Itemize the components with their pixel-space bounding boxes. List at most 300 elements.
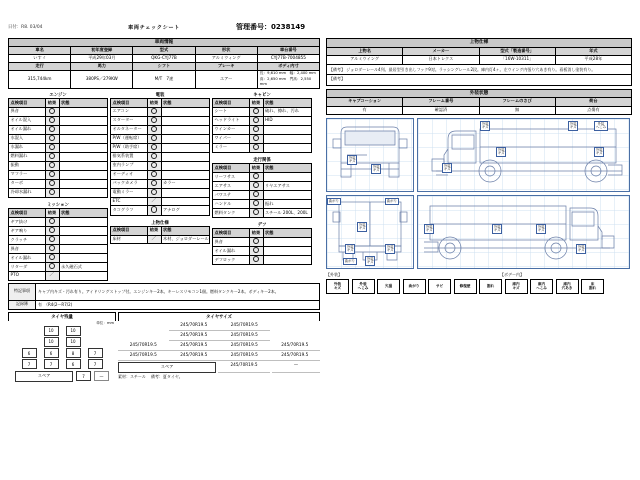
tire-tread-value[interactable]: 10 bbox=[66, 326, 81, 336]
tire-tread-value[interactable]: 10 bbox=[66, 337, 81, 347]
tire-tread-panel bbox=[8, 312, 116, 382]
result-circle-icon bbox=[253, 191, 259, 197]
th-check-result: 結果 bbox=[147, 99, 161, 108]
tire-size-value: 245/70R19.5 bbox=[219, 321, 270, 331]
body-dim-width-unit: mm bbox=[308, 71, 316, 75]
td-frame-no: 確認済 bbox=[403, 106, 479, 115]
vehicle-info-header-row-1 bbox=[9, 47, 320, 55]
check-header-row bbox=[213, 164, 312, 173]
th-frame-no: フレーム番号 bbox=[403, 98, 479, 107]
tire-size-value bbox=[118, 330, 169, 340]
tire-size-value bbox=[270, 330, 321, 340]
check-table bbox=[110, 98, 210, 215]
td-body-dims bbox=[257, 71, 319, 89]
result-circle-icon bbox=[151, 117, 157, 123]
tire-remark: 備考：夏タイヤ。 bbox=[150, 374, 183, 380]
tire-size-row bbox=[118, 321, 320, 331]
check-item-label: ミラー bbox=[213, 143, 250, 152]
check-row[interactable] bbox=[111, 152, 210, 161]
check-state-cell: アナログ bbox=[161, 206, 210, 215]
cargo-spec-table bbox=[326, 38, 632, 86]
damage-tag: 外装 キズ bbox=[357, 222, 367, 232]
check-state-cell: 永久磁石式 bbox=[59, 263, 108, 272]
tire-tread-value[interactable]: 8 bbox=[66, 348, 81, 358]
diagram-rear-view[interactable] bbox=[326, 195, 414, 269]
check-result-cell[interactable] bbox=[147, 235, 161, 244]
check-state-cell bbox=[161, 143, 210, 152]
result-circle-icon bbox=[151, 153, 157, 159]
body-dim-width: 幅：2,400 bbox=[289, 71, 308, 75]
damage-tag: 外装 キズ bbox=[442, 163, 452, 173]
document-date: 日付：R8. 03/04 bbox=[8, 25, 43, 30]
legend-box: 外装 キズ bbox=[326, 279, 349, 294]
check-result-cell[interactable] bbox=[147, 170, 161, 179]
check-row[interactable] bbox=[111, 134, 210, 143]
check-result-cell[interactable] bbox=[147, 197, 161, 206]
tire-size-value: 245/70R19.5 bbox=[118, 340, 169, 350]
check-result-cell[interactable] bbox=[249, 256, 263, 265]
check-result-cell[interactable] bbox=[147, 161, 161, 170]
check-result-cell[interactable] bbox=[147, 206, 161, 215]
check-result-cell[interactable] bbox=[249, 199, 263, 208]
check-result-cell[interactable] bbox=[249, 247, 263, 256]
th-check-item: 点検項目 bbox=[213, 164, 250, 173]
tire-spare-value: 7 bbox=[76, 371, 91, 381]
check-result-cell[interactable] bbox=[45, 263, 59, 272]
check-item-label: リターダ bbox=[9, 263, 46, 272]
check-result-cell[interactable] bbox=[45, 125, 59, 134]
tire-tread-row bbox=[22, 348, 103, 358]
th-check-result: 結果 bbox=[147, 227, 161, 236]
check-row[interactable] bbox=[9, 217, 108, 226]
check-row[interactable] bbox=[111, 197, 210, 206]
check-row[interactable] bbox=[111, 206, 210, 215]
check-result-cell[interactable] bbox=[249, 125, 263, 134]
damage-tag: 外装 キズ bbox=[496, 147, 506, 157]
diagram-side-left-view[interactable] bbox=[417, 118, 630, 192]
check-row[interactable] bbox=[9, 161, 108, 170]
tire-size-spare-row bbox=[118, 362, 320, 373]
tire-size-value: 245/70R19.5 bbox=[219, 350, 270, 360]
check-state-cell bbox=[161, 107, 210, 116]
check-result-cell[interactable] bbox=[45, 134, 59, 143]
check-state-cell bbox=[59, 227, 108, 236]
damage-tag: 外装 キズ bbox=[576, 244, 586, 254]
result-circle-icon bbox=[151, 189, 157, 195]
check-result-cell[interactable] bbox=[249, 143, 263, 152]
result-circle-icon bbox=[253, 144, 259, 150]
tire-tread-value[interactable]: 6 bbox=[44, 348, 59, 358]
body-dim-gate-height: 門高：2,550 bbox=[289, 76, 312, 81]
check-row[interactable] bbox=[9, 134, 108, 143]
legend-box: 庫内 へこみ bbox=[530, 279, 553, 294]
check-row[interactable] bbox=[9, 245, 108, 254]
check-result-cell[interactable] bbox=[249, 190, 263, 199]
td-car-name: いすゞ bbox=[9, 55, 71, 63]
check-row[interactable] bbox=[9, 227, 108, 236]
check-item-label: ギア鳴り bbox=[9, 227, 46, 236]
check-row[interactable] bbox=[9, 179, 108, 188]
check-item-label: オルタネーター bbox=[111, 125, 148, 134]
check-row[interactable] bbox=[111, 235, 210, 244]
damage-tag: 外装 キズ bbox=[536, 224, 546, 234]
check-result-cell[interactable] bbox=[249, 134, 263, 143]
check-header-row bbox=[111, 99, 210, 108]
check-item-label: 水混入 bbox=[9, 134, 46, 143]
result-circle-icon bbox=[151, 135, 157, 141]
th-body-dims: ボディ内寸 bbox=[257, 63, 319, 71]
check-row[interactable] bbox=[213, 181, 312, 190]
tire-size-row bbox=[118, 330, 320, 340]
tire-size-table bbox=[118, 321, 320, 361]
check-state-cell bbox=[59, 179, 108, 188]
check-row[interactable] bbox=[9, 107, 108, 116]
result-circle-icon bbox=[151, 108, 157, 114]
damage-tag: 外装 キズ bbox=[594, 147, 604, 157]
th-cargo-maker: メーカー bbox=[403, 47, 479, 56]
tire-spare-extra: — bbox=[94, 371, 109, 381]
check-section-title: 電装 bbox=[155, 92, 165, 98]
check-item-label: バックカメラ bbox=[111, 179, 148, 188]
check-state-cell bbox=[59, 161, 108, 170]
check-row[interactable] bbox=[213, 247, 312, 256]
result-circle-icon bbox=[49, 180, 55, 186]
check-state-cell bbox=[161, 161, 210, 170]
check-row[interactable] bbox=[213, 208, 312, 217]
damage-tag: 外装 キズ bbox=[385, 244, 395, 254]
check-row[interactable] bbox=[213, 134, 312, 143]
damage-tag: 曲がり bbox=[385, 198, 399, 205]
check-item-label: P/W（運転席） bbox=[111, 134, 148, 143]
result-circle-icon bbox=[253, 200, 259, 206]
td-mileage: 315,744km bbox=[9, 71, 71, 89]
exterior-section-title: 外装状態 bbox=[327, 89, 632, 98]
check-item-label: ワイパー bbox=[213, 134, 250, 143]
left-column bbox=[8, 38, 320, 382]
result-circle-icon bbox=[253, 209, 259, 215]
th-shape: 形状 bbox=[195, 47, 257, 55]
tire-tread-row bbox=[22, 337, 103, 347]
check-result-cell[interactable] bbox=[249, 238, 263, 247]
result-slash-icon: ／ bbox=[49, 272, 55, 278]
check-state-cell bbox=[59, 254, 108, 263]
tire-tread-value[interactable]: 7 bbox=[88, 359, 103, 369]
check-result-cell[interactable] bbox=[249, 107, 263, 116]
th-check-item: 点検項目 bbox=[9, 209, 46, 218]
tire-size-value: 245/70R19.5 bbox=[118, 350, 169, 360]
check-row[interactable] bbox=[111, 143, 210, 152]
diagram-row-bottom bbox=[326, 195, 632, 269]
right-column bbox=[326, 38, 632, 294]
th-check-state: 状態 bbox=[263, 99, 312, 108]
check-row[interactable] bbox=[111, 125, 210, 134]
check-table bbox=[110, 226, 210, 244]
check-table bbox=[212, 228, 312, 265]
legend-captions bbox=[326, 272, 632, 278]
damage-tag: 外装 キズ bbox=[345, 244, 355, 254]
damage-tag: 外装 キズ bbox=[424, 224, 434, 234]
check-item-label: クラッチ bbox=[9, 236, 46, 245]
check-result-cell[interactable] bbox=[249, 172, 263, 181]
result-circle-icon bbox=[49, 171, 55, 177]
legend-box: 欠損 bbox=[377, 279, 400, 294]
check-row[interactable] bbox=[111, 170, 210, 179]
diagram-front-view[interactable] bbox=[326, 118, 414, 192]
check-row[interactable] bbox=[9, 254, 108, 263]
tire-tread-value[interactable]: 7 bbox=[44, 359, 59, 369]
legend-caption-exterior: 【外装】 bbox=[326, 272, 342, 277]
check-result-cell[interactable] bbox=[45, 170, 59, 179]
check-result-cell[interactable] bbox=[45, 188, 59, 197]
result-circle-icon bbox=[49, 162, 55, 168]
check-state-cell bbox=[59, 134, 108, 143]
check-row[interactable] bbox=[213, 125, 312, 134]
check-result-cell[interactable] bbox=[147, 134, 161, 143]
cargo-remark-text: ジョロダーレール4列。最居型引き出しフック9対。ラッシングレール2段。庫内灯4ヶ。左ウイング内張り穴あき有り。看板消し塗装有り。 bbox=[346, 66, 596, 72]
check-row[interactable] bbox=[9, 152, 108, 161]
check-state-cell bbox=[161, 188, 210, 197]
th-cab-caution: キャブコーション bbox=[327, 98, 403, 107]
document-header bbox=[8, 24, 632, 36]
exterior-condition-table bbox=[326, 89, 632, 116]
check-result-cell[interactable] bbox=[147, 143, 161, 152]
check-row[interactable] bbox=[213, 172, 312, 181]
check-state-cell bbox=[59, 217, 108, 226]
check-column-2 bbox=[110, 92, 210, 281]
tire-size-value bbox=[118, 321, 169, 331]
check-result-cell[interactable] bbox=[45, 179, 59, 188]
tire-size-panel bbox=[118, 312, 320, 382]
check-item-label: ハンドル bbox=[213, 199, 250, 208]
vehicle-info-section-title: 車両情報 bbox=[9, 39, 320, 47]
check-row[interactable] bbox=[9, 272, 108, 281]
diagram-side-right-view[interactable] bbox=[417, 195, 630, 269]
check-header-row bbox=[213, 229, 312, 238]
check-section-title: ミッション bbox=[47, 202, 69, 208]
damage-diagrams bbox=[326, 118, 632, 269]
check-result-cell[interactable] bbox=[147, 152, 161, 161]
check-row[interactable] bbox=[9, 125, 108, 134]
check-state-cell bbox=[263, 247, 312, 256]
th-chassis-no: 車台番号 bbox=[257, 47, 319, 55]
td-cab-caution: 有 bbox=[327, 106, 403, 115]
vehicle-info-table bbox=[8, 38, 320, 89]
tire-tread-row bbox=[22, 359, 103, 369]
check-row[interactable] bbox=[111, 116, 210, 125]
result-circle-icon bbox=[49, 117, 55, 123]
th-first-reg: 初年度登録 bbox=[71, 47, 133, 55]
tire-unit-label: 単位：mm bbox=[96, 320, 114, 325]
tire-size-spare-label: スペア bbox=[118, 362, 216, 373]
cargo-remark2 bbox=[327, 75, 632, 86]
th-check-result: 結果 bbox=[45, 209, 59, 218]
td-shift: M/T 7速 bbox=[133, 71, 195, 89]
th-check-item: 点検項目 bbox=[213, 229, 250, 238]
check-section-title: 走行関係 bbox=[253, 157, 271, 163]
check-result-cell[interactable] bbox=[45, 254, 59, 263]
th-cargo-model: 型式「製造番号」 bbox=[479, 47, 555, 56]
vehicle-info-value-row-2 bbox=[9, 71, 320, 89]
tire-size-value: 245/70R19.5 bbox=[169, 330, 220, 340]
cargo-remark-label: 【備考】 bbox=[329, 66, 345, 72]
tire-tread-value[interactable]: 7 bbox=[22, 359, 37, 369]
check-result-cell[interactable] bbox=[45, 152, 59, 161]
th-check-state: 状態 bbox=[263, 229, 312, 238]
tire-section bbox=[8, 312, 320, 382]
check-result-cell[interactable] bbox=[45, 107, 59, 116]
check-result-cell[interactable] bbox=[147, 107, 161, 116]
record-book-label: 記録簿 bbox=[9, 300, 36, 309]
tire-tread-title: タイヤ残量 bbox=[8, 312, 116, 321]
check-result-cell[interactable] bbox=[147, 179, 161, 188]
check-state-cell bbox=[263, 172, 312, 181]
check-row[interactable] bbox=[213, 116, 312, 125]
tire-size-value: 245/70R19.5 bbox=[270, 340, 321, 350]
check-item-label: 水漏れ bbox=[9, 143, 46, 152]
legend-box: 外装 へこみ bbox=[352, 279, 375, 294]
check-section-title: デフ bbox=[257, 222, 267, 228]
check-row[interactable] bbox=[9, 116, 108, 125]
check-row[interactable] bbox=[213, 238, 312, 247]
check-state-cell bbox=[263, 238, 312, 247]
result-circle-icon bbox=[49, 135, 55, 141]
th-check-result: 結果 bbox=[45, 99, 59, 108]
control-number: 管理番号：0238149 bbox=[236, 23, 306, 31]
check-table bbox=[8, 98, 108, 198]
check-item-label: オーディオ bbox=[111, 170, 148, 179]
check-item-label: 電動ミラー bbox=[111, 188, 148, 197]
check-result-cell[interactable] bbox=[45, 217, 59, 226]
check-row[interactable] bbox=[9, 188, 108, 197]
check-row[interactable] bbox=[9, 170, 108, 179]
tire-tread-row bbox=[22, 326, 103, 336]
check-row[interactable] bbox=[213, 143, 312, 152]
check-state-cell bbox=[161, 134, 210, 143]
th-shift: シフト bbox=[133, 63, 195, 71]
check-result-cell[interactable] bbox=[249, 208, 263, 217]
check-row[interactable] bbox=[213, 199, 312, 208]
th-check-result: 結果 bbox=[249, 164, 263, 173]
damage-tag: 外装 キズ bbox=[371, 164, 381, 174]
tire-tread-value[interactable]: 10 bbox=[44, 326, 59, 336]
result-circle-icon bbox=[49, 245, 55, 251]
damage-tag: 外装 キズ bbox=[492, 224, 502, 234]
result-circle-icon bbox=[253, 117, 259, 123]
tire-tread-value[interactable]: 10 bbox=[44, 337, 59, 347]
check-row[interactable] bbox=[111, 107, 210, 116]
check-item-label: 振動 bbox=[9, 161, 46, 170]
check-state-cell bbox=[59, 143, 108, 152]
tire-tread-value[interactable]: 7 bbox=[88, 348, 103, 358]
body-dim-gate-unit: mm bbox=[259, 82, 267, 87]
th-check-state: 状態 bbox=[161, 227, 210, 236]
check-item-label: 排気系装置 bbox=[111, 152, 148, 161]
check-header-row bbox=[213, 99, 312, 108]
th-check-state: 状態 bbox=[59, 99, 108, 108]
check-result-cell[interactable] bbox=[147, 116, 161, 125]
th-brake: ブレーキ bbox=[195, 63, 257, 71]
check-state-cell bbox=[263, 125, 312, 134]
result-circle-icon bbox=[253, 256, 259, 262]
result-circle-icon bbox=[151, 126, 157, 132]
check-row[interactable] bbox=[111, 188, 210, 197]
tire-size-title: タイヤサイズ bbox=[118, 312, 320, 321]
check-result-cell[interactable] bbox=[45, 143, 59, 152]
check-result-cell[interactable] bbox=[45, 227, 59, 236]
check-result-cell[interactable] bbox=[249, 116, 263, 125]
check-state-cell bbox=[59, 245, 108, 254]
th-cargo-bed: 荷台 bbox=[555, 98, 631, 107]
legend-caption-body: 【ボデー内】 bbox=[500, 272, 524, 277]
check-row[interactable] bbox=[111, 179, 210, 188]
result-slash-icon: ／ bbox=[151, 235, 157, 242]
result-circle-icon bbox=[253, 238, 259, 244]
th-car-name: 車名 bbox=[9, 47, 71, 55]
check-item-label: オイル漏れ bbox=[9, 254, 46, 263]
check-row[interactable] bbox=[213, 256, 312, 265]
check-item-label: タコグラフ bbox=[111, 206, 148, 215]
check-result-cell[interactable] bbox=[147, 188, 161, 197]
td-shape: アルミウィング bbox=[195, 55, 257, 63]
body-dim-height: 高：2,650 bbox=[259, 76, 278, 81]
tire-material: 素材：スチール bbox=[118, 374, 146, 380]
td-cargo-bed: 点傷有 bbox=[555, 106, 631, 115]
special-notes-value: キャブ内キズ・汚れ有り。アイドリングストップ付。エンジンキー2本。キーレスリモコン1個。燃料タンクキー2本。ボディキー2本。 bbox=[36, 283, 320, 300]
tire-spare-label: スペア bbox=[15, 371, 73, 382]
check-result-cell[interactable] bbox=[147, 125, 161, 134]
result-circle-icon bbox=[49, 153, 55, 159]
check-result-cell[interactable] bbox=[249, 181, 263, 190]
legend-box: 修復歴 bbox=[454, 279, 477, 294]
check-state-cell bbox=[161, 170, 210, 179]
td-power: 380PS／279KW bbox=[71, 71, 133, 89]
damage-tag: 外装 キズ bbox=[347, 155, 357, 165]
check-result-cell[interactable] bbox=[45, 272, 59, 281]
check-row[interactable] bbox=[213, 107, 312, 116]
th-check-item: 点検項目 bbox=[213, 99, 250, 108]
tire-size-value: 245/70R19.5 bbox=[169, 340, 220, 350]
tire-tread-value[interactable]: 6 bbox=[66, 359, 81, 369]
result-circle-icon bbox=[49, 263, 55, 269]
tire-spare-row bbox=[8, 371, 116, 382]
check-item-label: パワステ bbox=[213, 190, 250, 199]
legend-box: 床 割れ bbox=[581, 279, 604, 294]
check-result-cell[interactable] bbox=[45, 236, 59, 245]
check-row[interactable] bbox=[9, 143, 108, 152]
check-item-label: 異音 bbox=[213, 238, 250, 247]
result-circle-icon bbox=[253, 108, 259, 114]
check-state-cell bbox=[161, 125, 210, 134]
check-row[interactable] bbox=[213, 190, 312, 199]
check-item-label: ギア抜け bbox=[9, 217, 46, 226]
check-result-cell[interactable] bbox=[45, 116, 59, 125]
check-state-cell: 振れ bbox=[263, 199, 312, 208]
check-result-cell[interactable] bbox=[45, 161, 59, 170]
tire-size-value bbox=[270, 321, 321, 331]
check-row[interactable] bbox=[9, 236, 108, 245]
tire-material-line bbox=[118, 373, 320, 381]
cargo-remark-row bbox=[327, 64, 632, 75]
th-check-item: 点検項目 bbox=[9, 99, 46, 108]
check-result-cell[interactable] bbox=[45, 245, 59, 254]
check-state-cell bbox=[59, 107, 108, 116]
tire-tread-value[interactable]: 6 bbox=[22, 348, 37, 358]
td-frame-rust: 無 bbox=[479, 106, 555, 115]
diagram-row-top bbox=[326, 118, 632, 192]
check-row[interactable] bbox=[9, 263, 108, 272]
check-state-cell bbox=[263, 143, 312, 152]
check-row[interactable] bbox=[111, 161, 210, 170]
